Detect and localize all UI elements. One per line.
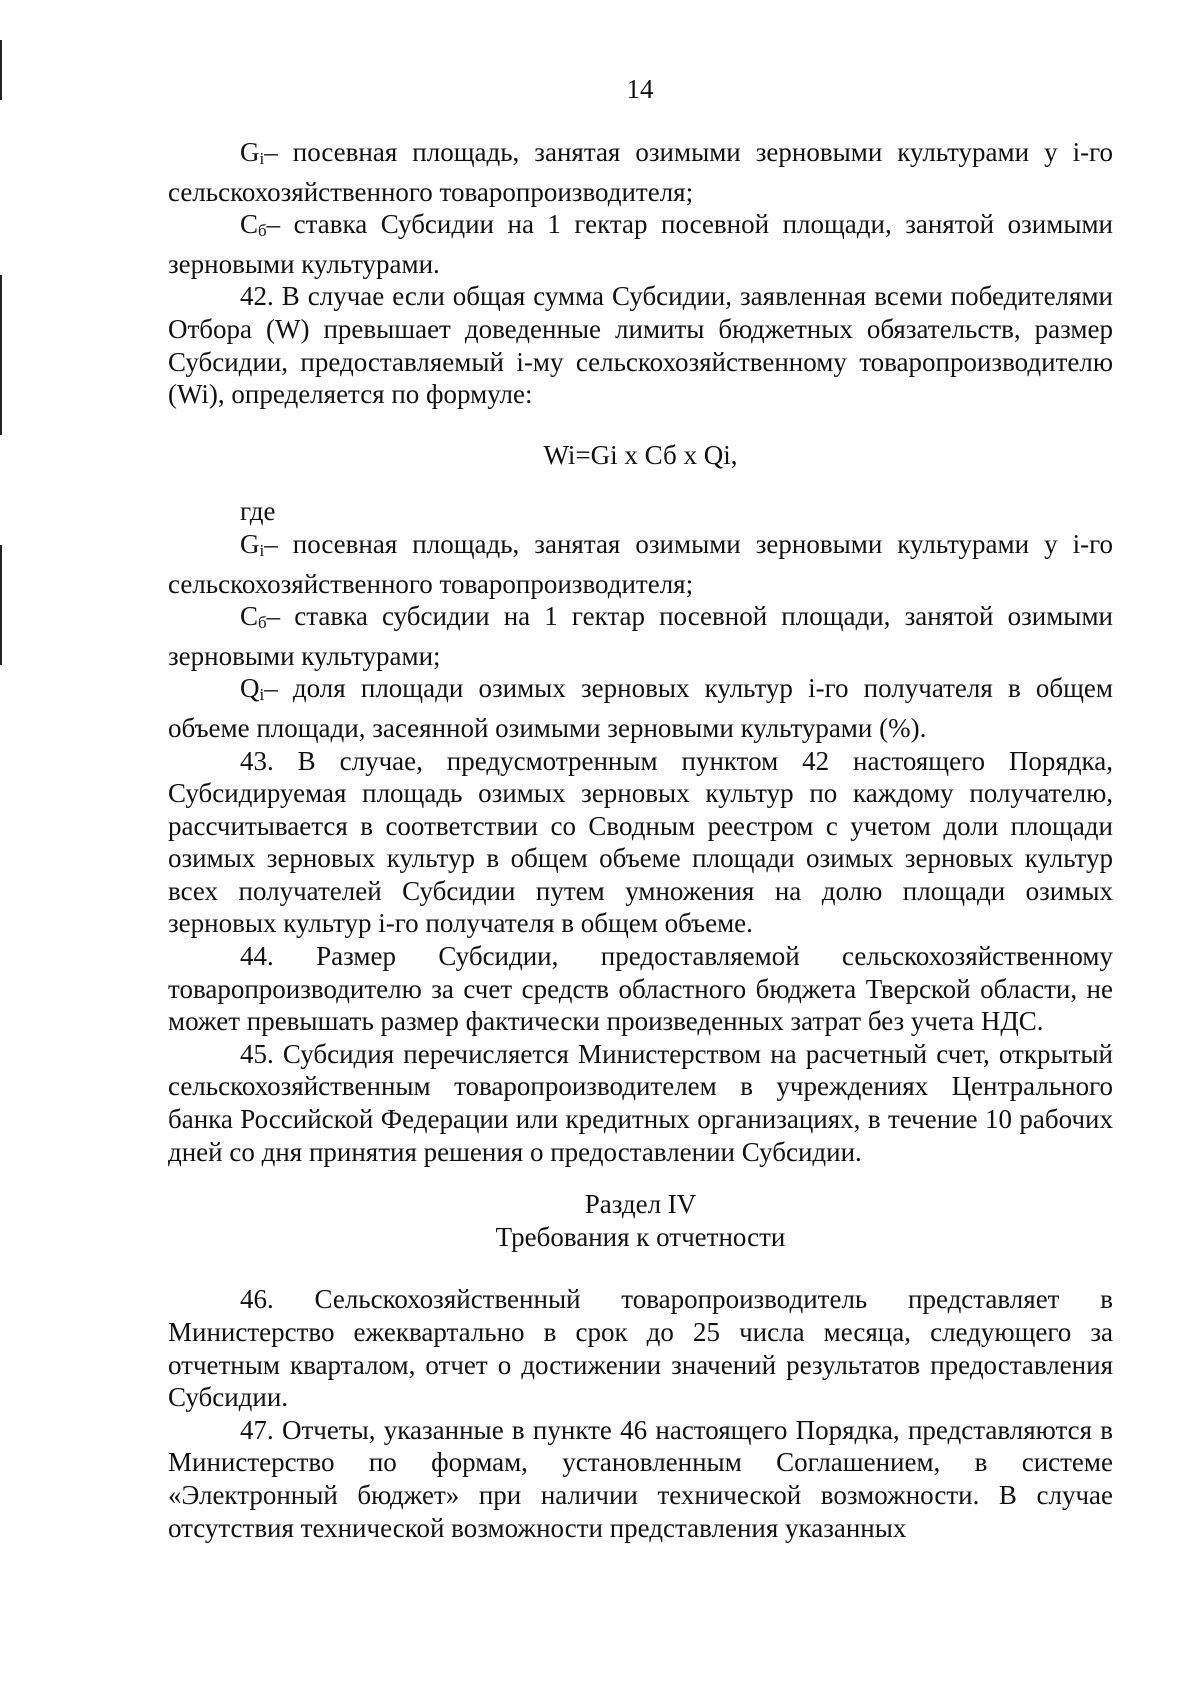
formula: Wi=Gi х Сб х Qi,: [543, 439, 738, 470]
definition-cb: $С_б-$ ставка Субсидии на 1 гектар посевной площади, занятой озимыми зерновыми культурами.: [168, 209, 1113, 279]
paragraph-46: 46. Сельскохозяйственный товаропроизводитель представляет в Министерство ежеквартально в срок до 25 числа месяца, следующего за отчетным кварталом, отчет о достижении значений результатов предоставления Субсидии.: [168, 1284, 1113, 1413]
paragraph-42: 42. В случае если общая сумма Субсидии, заявленная всеми победителями Отбора (W) превышает доведенные лимиты бюджетных обязательств, размер Субсидии, предоставляемый i-му сельскохозяйственному товаропроизводителю (Wi), определяется по формуле:: [168, 281, 1113, 410]
section-title: Требования к отчетности: [495, 1221, 786, 1252]
document-body: [168, 136, 1113, 1544]
definition-gi: $G_i-$ посевная площадь, занятая озимыми зерновыми культурами у i-го сельскохозяйственного товаропроизводителя;: [168, 137, 1113, 207]
definition-cb: $С_б-$ ставка субсидии на 1 гектар посевной площади, занятой озимыми зерновыми культурами;: [168, 601, 1113, 671]
where-label: где: [240, 496, 276, 527]
definition-gi: $G_i-$ посевная площадь, занятая озимыми зерновыми культурами у i-го сельскохозяйственного товаропроизводителя;: [168, 528, 1113, 599]
scan-edge-mark: [0, 545, 2, 665]
scan-edge-mark: [0, 275, 2, 435]
paragraph-45: 45. Субсидия перечисляется Министерством на расчетный счет, открытый сельскохозяйственным товаропроизводителем в учреждениях Центрального банка Российской Федерации или кредитных организациях, в течение 10 рабочих дней со дня принятия решения о предоставлении Субсидии.: [168, 1038, 1113, 1167]
section-heading: [168, 1188, 1113, 1253]
paragraph-47: 47. Отчеты, указанные в пункте 46 настоящего Порядка, представляются в Министерство по формам, установленным Соглашением, в системе «Электронный бюджет» при наличии технической возможности. В случае отсутствия технической возможности представления указанных: [168, 1414, 1113, 1543]
page-number: 14: [626, 74, 654, 104]
paragraph-44: 44. Размер Субсидии, предоставляемой сельскохозяйственному товаропроизводителю за счет средств областного бюджета Тверской области, не может превышать размер фактически произведенных затрат без учета НДС.: [168, 941, 1113, 1037]
section-number: Раздел IV: [584, 1189, 697, 1220]
paragraph-43: 43. В случае, предусмотренным пунктом 42 настоящего Порядка, Субсидируемая площадь озимых зерновых культур по каждому получателю, рассчитывается в соответствии со Сводным реестром с учетом доли площади озимых зерновых культур в общем объеме площади озимых зерновых культур всех получателей Субсидии путем умножения на долю площади озимых зерновых культур i-го получателя в общем объеме.: [168, 745, 1113, 939]
definition-qi: $Q_i-$ доля площади озимых зерновых культур i-го получателя в общем объеме площади, засеянной озимыми зерновыми культурами (%).: [168, 673, 1113, 743]
